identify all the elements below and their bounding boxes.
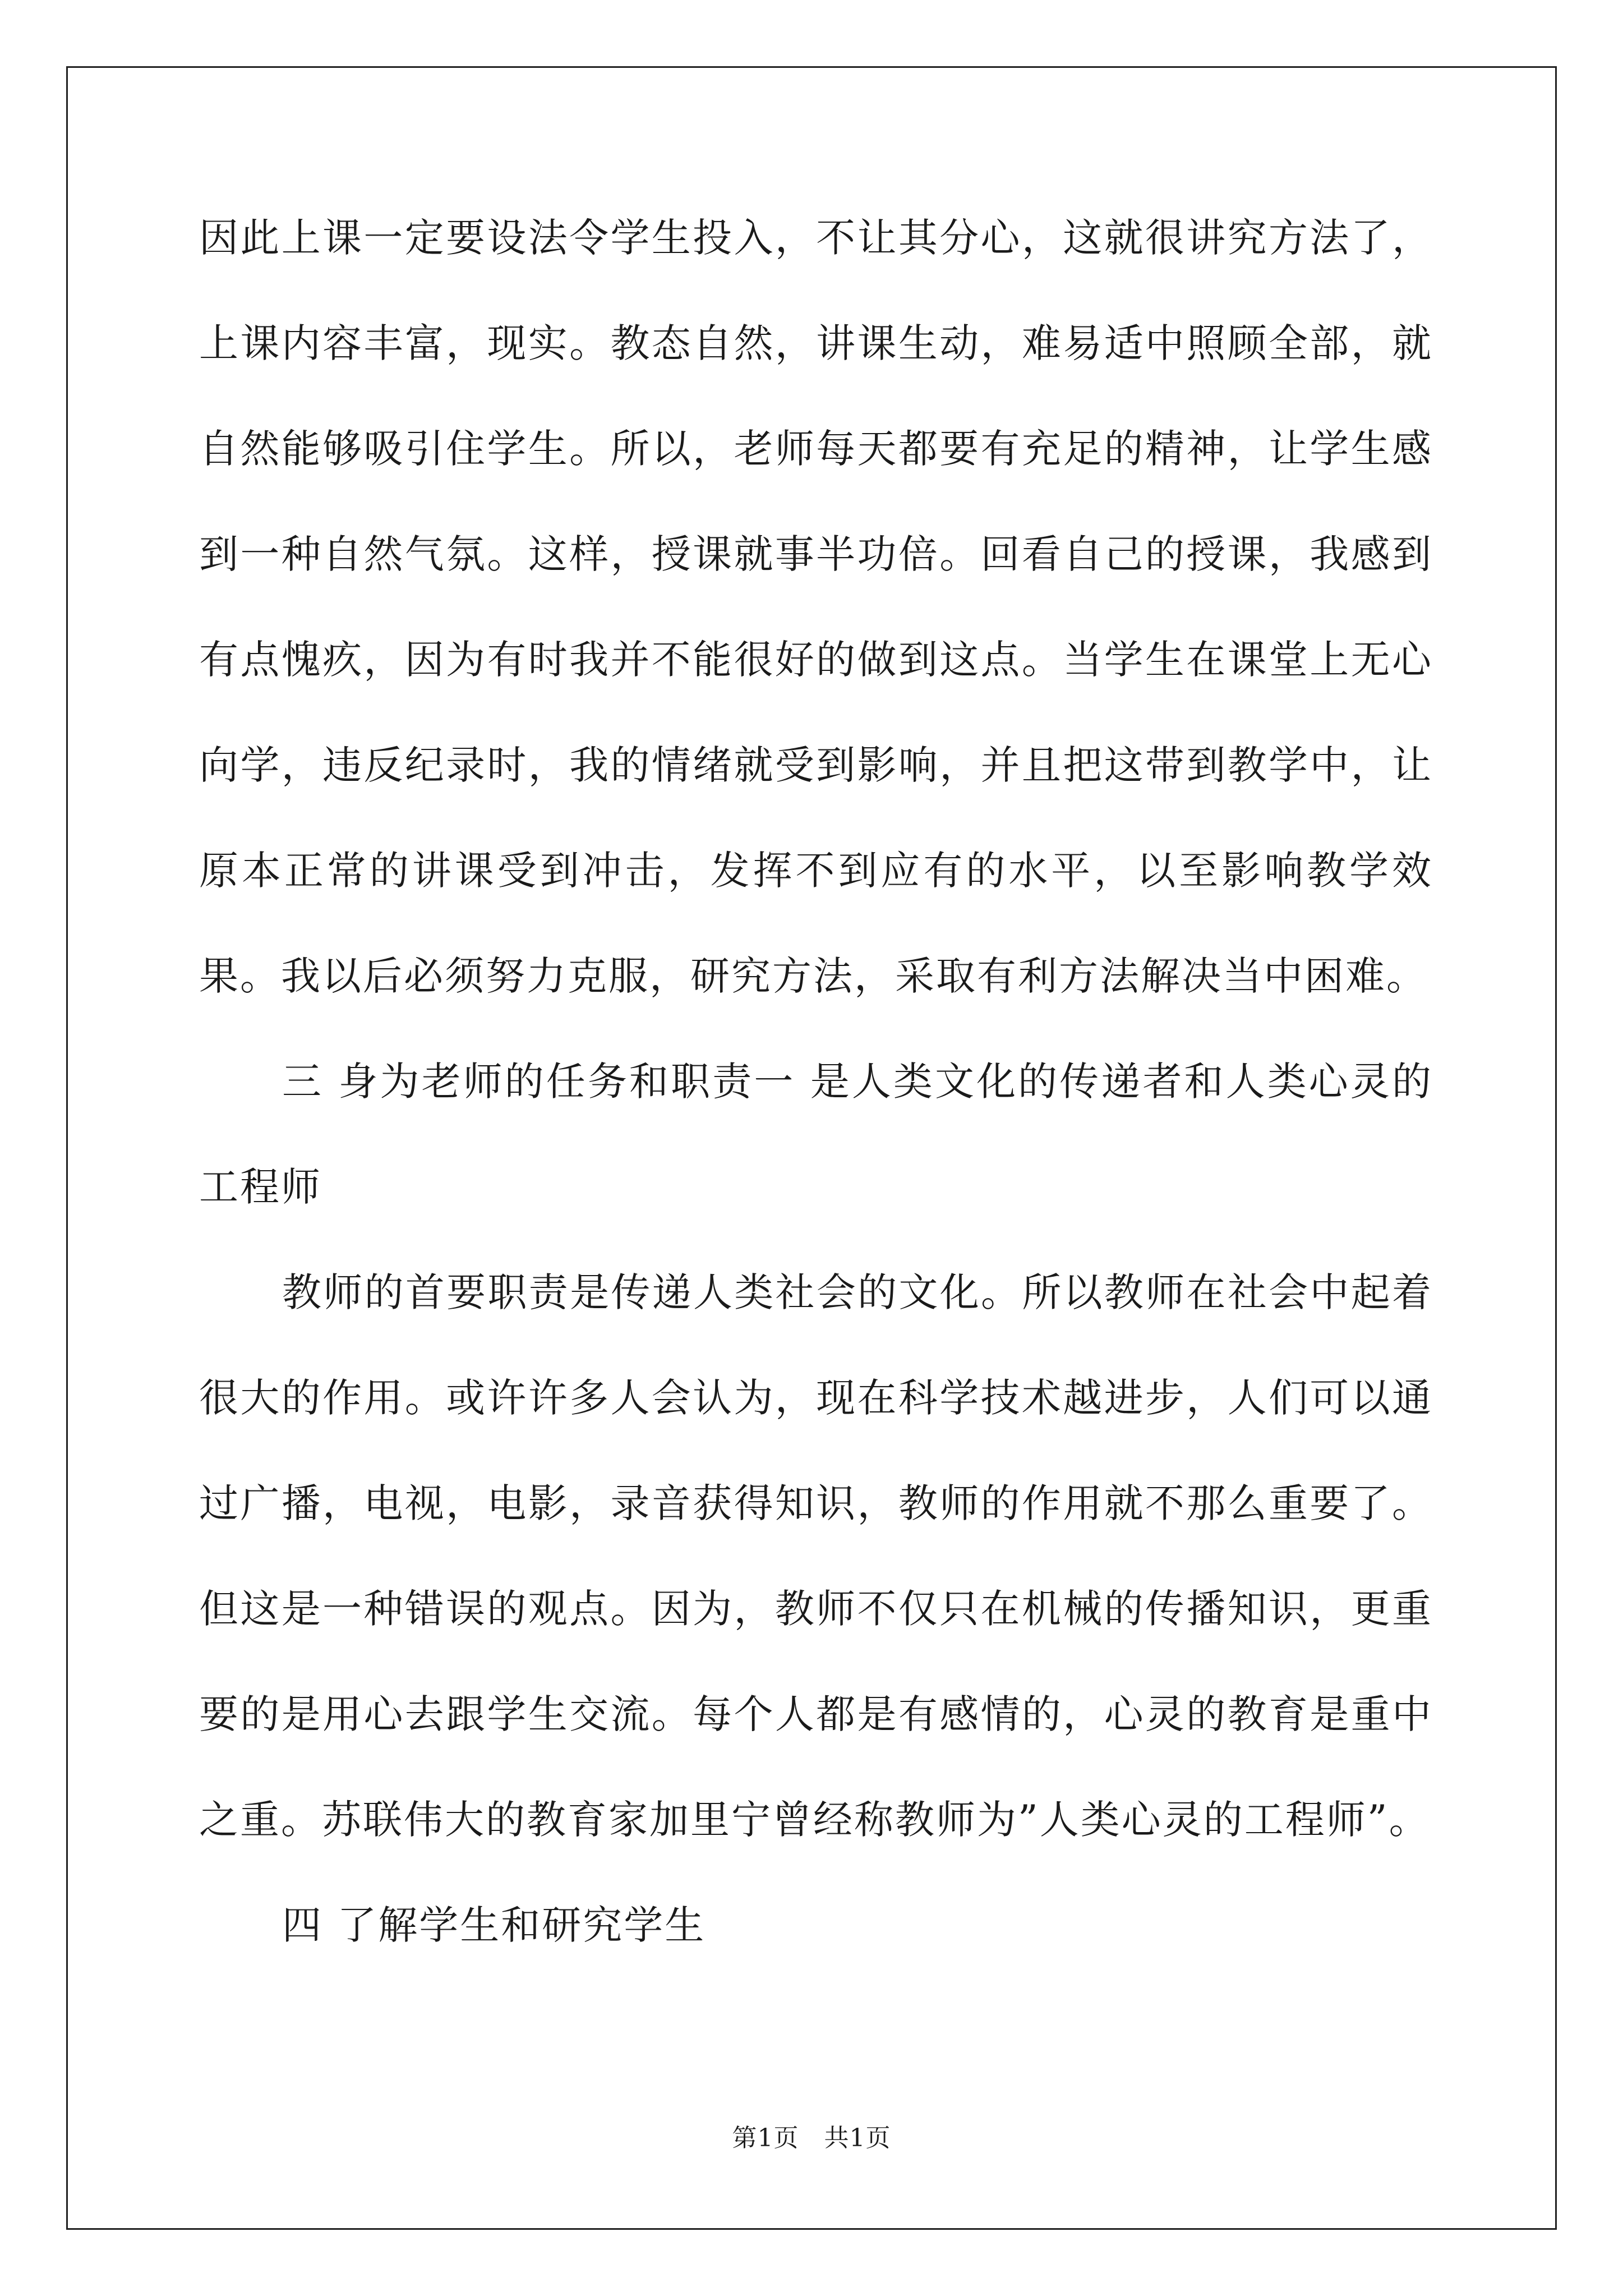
paragraph-teaching-method: 因此上课一定要设法令学生投入，不让其分心，这就很讲究方法了，上课内容丰富，现实。教态自然，讲课生动，难易适中照顾全部，就自然能够吸引住学生。所以，老师每天都要有充足的精神，让学生感到一种自然气氛。这样，授课就事半功倍。回看自己的授课，我感到有点愧疚，因为有时我并不能很好的做到这点。当学生在课堂上无心向学，违反纪录时，我的情绪就受到影响，并且把这带到教学中，让原本正常的讲课受到冲击，发挥不到应有的水平，以至影响教学效果。我以后必须努力克服，研究方法，采取有利方法解决当中困难。 <box>199 215 1433 999</box>
paragraph-teacher-role: 教师的首要职责是传递人类社会的文化。所以教师在社会中起着很大的作用。或许许多人会认为，现在科学技术越进步，人们可以通过广播，电视，电影，录音获得知识，教师的作用就不那么重要了。但这是一种错误的观点。因为，教师不仅只在机械的传播知识，更重要的是用心去跟学生交流。每个人都是有感情的，心灵的教育是重中之重。苏联伟大的教育家加里宁曾经称教师为”人类心灵的工程师”。 <box>199 1269 1433 1843</box>
page-number: 第1页 共1页 <box>732 2124 891 2152</box>
heading-teacher-duties: 三 身为老师的任务和职责一 是人类文化的传递者和人类心灵的工程师 <box>199 1059 1433 1210</box>
heading-understand-students: 四 了解学生和研究学生 <box>282 1902 706 1948</box>
document-body <box>199 185 1433 1978</box>
